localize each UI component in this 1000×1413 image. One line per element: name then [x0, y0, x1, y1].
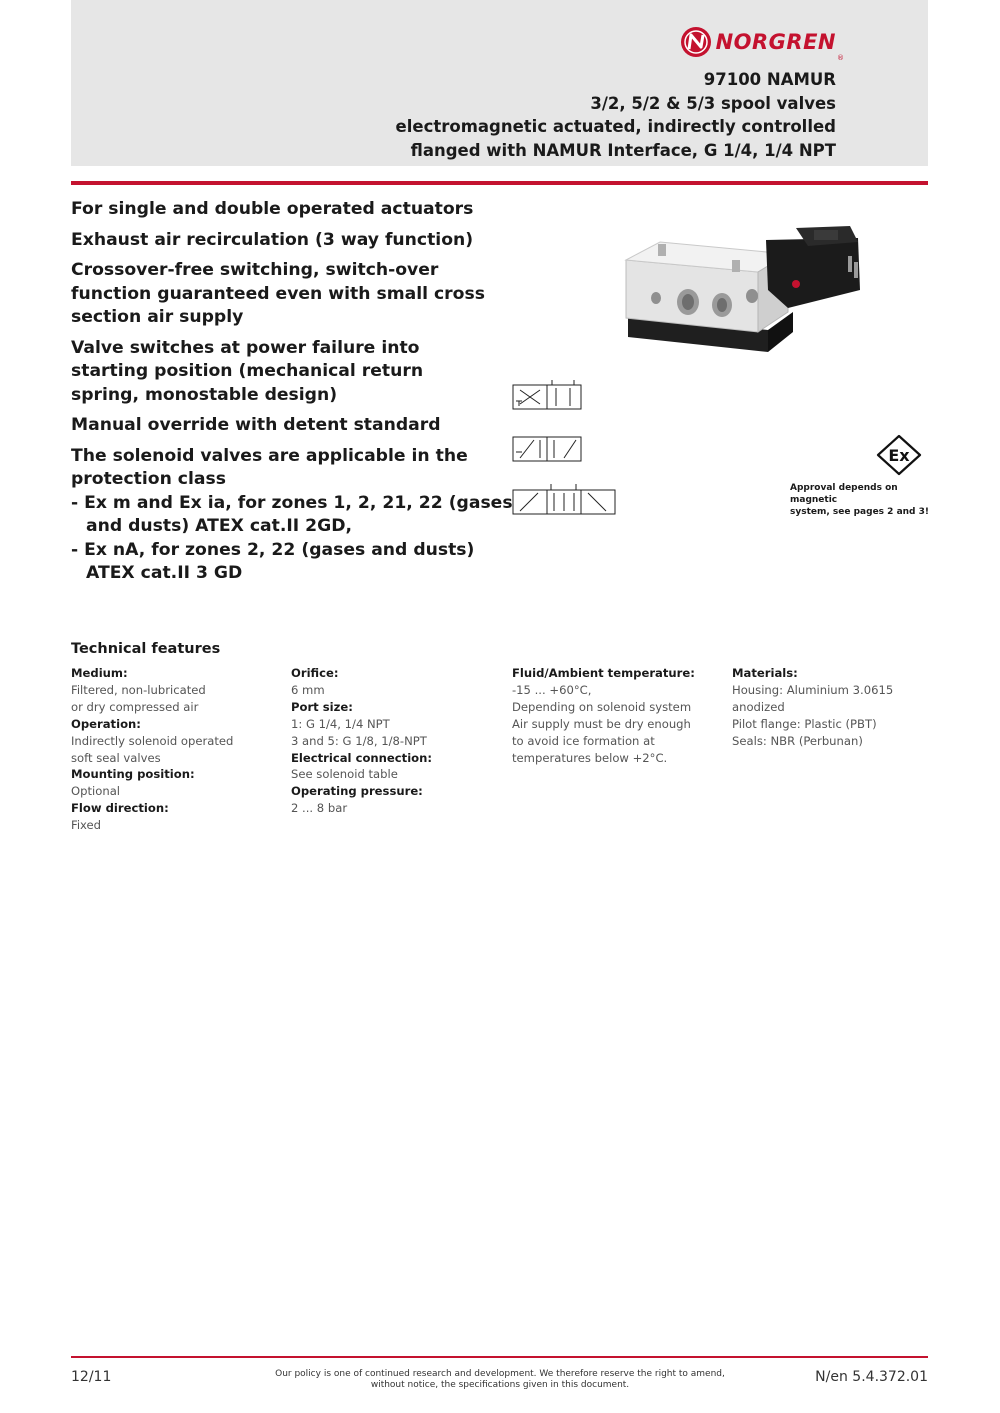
registered-mark: ® — [837, 54, 844, 62]
feature-line: The solenoid valves are applicable in the — [71, 445, 468, 466]
tech-label: Medium: — [71, 666, 128, 680]
tech-value: -15 ... +60°C, — [512, 682, 592, 697]
tech-label: Operating pressure: — [291, 784, 423, 799]
tech-value: Air supply must be dry enough — [512, 716, 691, 731]
feature-line: For single and double operated actuators — [71, 199, 474, 219]
valve-circuit-diagram — [508, 380, 618, 520]
norgren-globe-icon — [680, 26, 712, 58]
tech-value: 3 and 5: G 1/8, 1/8-NPT — [291, 733, 427, 748]
feature-item — [71, 259, 511, 330]
product-subtitle: electromagnetic actuated, indirectly controlled — [395, 117, 836, 136]
header-titles — [396, 68, 836, 162]
feature-item — [71, 414, 511, 438]
feature-line: - Ex m and Ex ia, for zones 1, 2, 21, 22 (gases — [71, 492, 513, 513]
tech-value: to avoid ice formation at — [512, 733, 655, 748]
tech-value: temperatures below +2°C. — [512, 750, 668, 765]
logo-text: NORGREN — [715, 30, 836, 54]
tech-value: Housing: Aluminium 3.0615 — [732, 682, 894, 697]
document-code: N/en 5.4.372.01 — [815, 1369, 928, 1385]
tech-label: Materials: — [732, 666, 798, 680]
approval-note — [790, 482, 940, 518]
tech-label: Flow direction: — [71, 801, 169, 816]
feature-item — [71, 445, 511, 586]
feature-line: section air supply — [71, 307, 244, 327]
norgren-logo — [680, 26, 844, 62]
feature-item — [71, 337, 511, 408]
tech-value: 1: G 1/4, 1/4 NPT — [291, 716, 390, 731]
tech-value: anodized — [732, 699, 785, 714]
tech-label: Port size: — [291, 699, 353, 714]
feature-list — [71, 198, 511, 593]
disclaimer-line: Our policy is one of continued research and development. We therefore reserve the right to amend, — [275, 1369, 725, 1379]
feature-item — [71, 229, 511, 253]
tech-column-1 — [71, 665, 286, 834]
product-subtitle: flanged with NAMUR Interface, G 1/4, 1/4 NPT — [410, 140, 836, 160]
tech-value: Indirectly solenoid operated — [71, 733, 234, 748]
tech-value: Optional — [71, 784, 121, 799]
tech-value: 6 mm — [291, 682, 325, 697]
tech-column-2 — [291, 665, 506, 817]
approval-line: system, see pages 2 and 3! — [790, 507, 929, 517]
product-image — [618, 220, 868, 364]
footer-date: 12/11 — [71, 1369, 112, 1385]
tech-column-3 — [512, 665, 727, 766]
feature-line: ATEX cat.II 3 GD — [86, 563, 243, 583]
tech-label: Orifice: — [291, 666, 339, 680]
valve-symbols — [508, 380, 618, 524]
product-subtitle: 3/2, 5/2 & 5/3 spool valves — [590, 93, 836, 113]
tech-value: Pilot flange: Plastic (PBT) — [732, 716, 877, 731]
tech-label: Fluid/Ambient temperature: — [512, 666, 695, 680]
feature-line: starting position (mechanical return — [71, 361, 424, 381]
tech-value: 2 ... 8 bar — [291, 801, 348, 816]
feature-line: Manual override with detent standard — [71, 415, 441, 435]
tech-value: See solenoid table — [291, 767, 398, 782]
tech-value: or dry compressed air — [71, 699, 199, 714]
tech-label: Mounting position: — [71, 767, 195, 782]
feature-line: Crossover-free switching, switch-over — [71, 260, 439, 280]
header-divider — [71, 181, 928, 185]
footer-disclaimer — [250, 1369, 750, 1391]
footer-divider — [71, 1356, 928, 1358]
feature-line: Exhaust air recirculation (3 way function) — [71, 229, 474, 250]
disclaimer-line: without notice, the specifications given in this document. — [370, 1380, 630, 1390]
tech-value: Seals: NBR (Perbunan) — [732, 733, 863, 748]
tech-value: Depending on solenoid system — [512, 699, 692, 714]
product-number: 97100 NAMUR — [703, 70, 836, 89]
feature-line: - Ex nA, for zones 2, 22 (gases and dusts) — [71, 539, 475, 560]
tech-value: Fixed — [71, 818, 102, 833]
tech-label: Operation: — [71, 716, 141, 731]
feature-line: spring, monostable design) — [71, 384, 338, 405]
feature-line: and dusts) ATEX cat.II 2GD, — [86, 516, 353, 536]
tech-value: Filtered, non-lubricated — [71, 682, 206, 697]
tech-column-4 — [732, 665, 947, 750]
feature-item — [71, 198, 511, 222]
tech-features-title: Technical features — [71, 641, 221, 657]
feature-line: Valve switches at power failure into — [71, 337, 420, 358]
tech-value: soft seal valves — [71, 750, 161, 765]
feature-line: function guaranteed even with small cross — [71, 283, 485, 304]
feature-line: protection class — [71, 469, 226, 489]
ex-symbol-text: Ex — [888, 446, 910, 465]
ex-atex-icon — [876, 434, 922, 480]
tech-label: Electrical connection: — [291, 750, 433, 765]
approval-line: Approval depends on magnetic — [790, 483, 898, 505]
header-band — [71, 0, 928, 166]
